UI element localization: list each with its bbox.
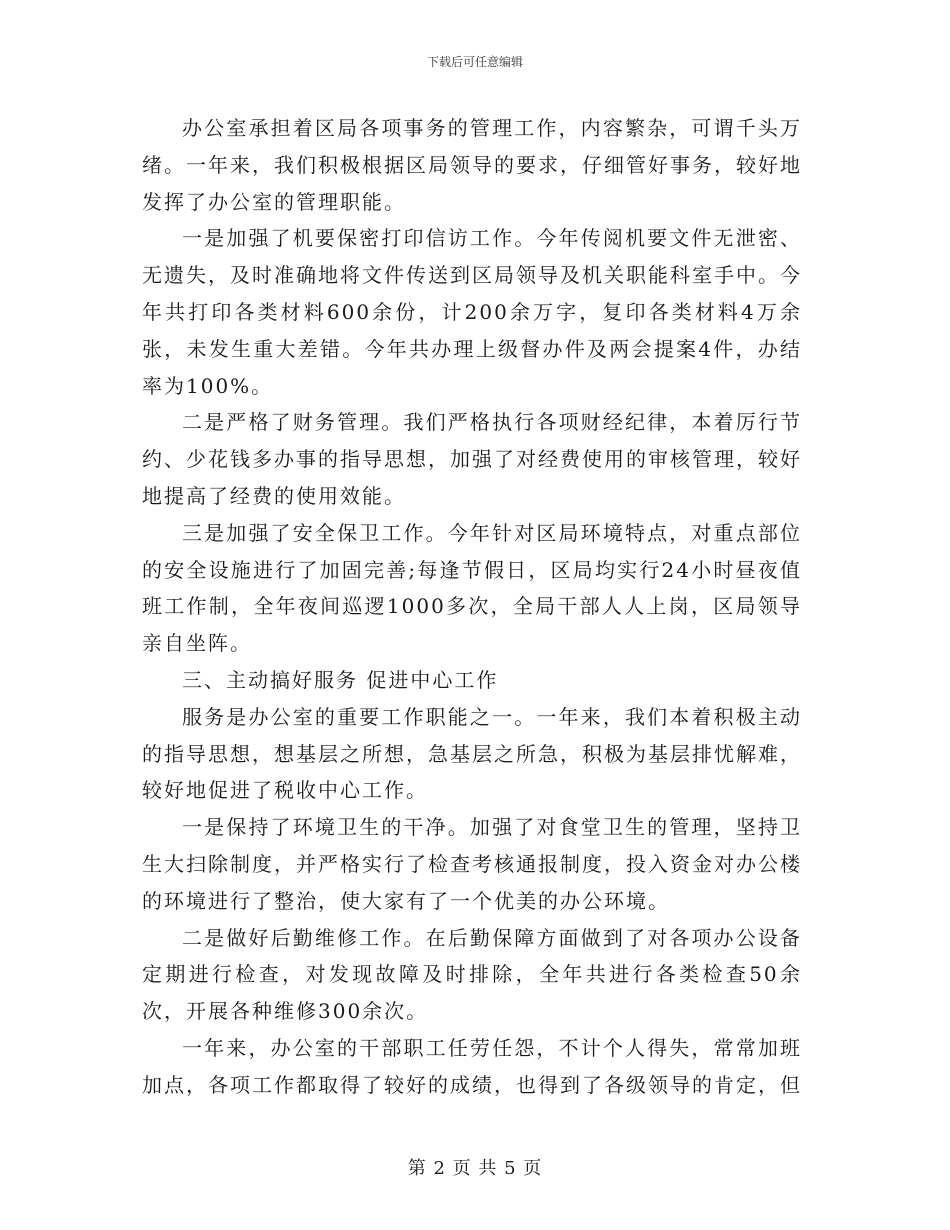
- paragraph: 二是做好后勤维修工作。在后勤保障方面做到了对各项办公设备定期进行检查，对发现故障及时排除，全年共进行各类检查50余次，开展各种维修300余次。: [142, 925, 802, 1024]
- paragraph: 一年来，办公室的干部职工任劳任怨，不计个人得失，常常加班加点，各项工作都取得了较好的成绩，也得到了各级领导的肯定，但: [142, 1035, 802, 1097]
- paragraph: 办公室承担着区局各项事务的管理工作，内容繁杂，可谓千头万绪。一年来，我们积极根据区局领导的要求，仔细管好事务，较好地发挥了办公室的管理职能。: [142, 116, 802, 214]
- paragraph: 二是严格了财务管理。我们严格执行各项财经纪律，本着厉行节约、少花钱多办事的指导思想，加强了对经费使用的审核管理，较好地提高了经费的使用效能。: [142, 410, 802, 508]
- paragraph: 一是保持了环境卫生的干净。加强了对食堂卫生的管理，坚持卫生大扫除制度，并严格实行了检查考核通报制度，投入资金对办公楼的环境进行了整治，使大家有了一个优美的办公环境。: [142, 815, 802, 913]
- paragraph: 三是加强了安全保卫工作。今年针对区局环境特点，对重点部位的安全设施进行了加固完善;每逢节假日，区局均实行24小时昼夜值班工作制，全年夜间巡逻1000多次，全局干部人人上岗，区局领导亲自坐阵。: [142, 520, 802, 656]
- paragraph: 服务是办公室的重要工作职能之一。一年来，我们本着积极主动的指导思想，想基层之所想，急基层之所急，积极为基层排忧解难，较好地促进了税收中心工作。: [142, 704, 802, 803]
- section-heading: 三、主动搞好服务 促进中心工作: [182, 667, 499, 692]
- paragraph: 一是加强了机要保密打印信访工作。今年传阅机要文件无泄密、无遗失，及时准确地将文件传送到区局领导及机关职能科室手中。今年共打印各类材料600余份，计200余万字，复印各类材料4万余张，未发生重大差错。今年共办理上级督办件及两会提案4件，办结率为100%。: [142, 226, 802, 398]
- page-header: 下载后可任意编辑: [426, 55, 523, 69]
- document-body: [142, 110, 802, 1104]
- page-number: 第 2 页 共 5 页: [407, 1158, 543, 1179]
